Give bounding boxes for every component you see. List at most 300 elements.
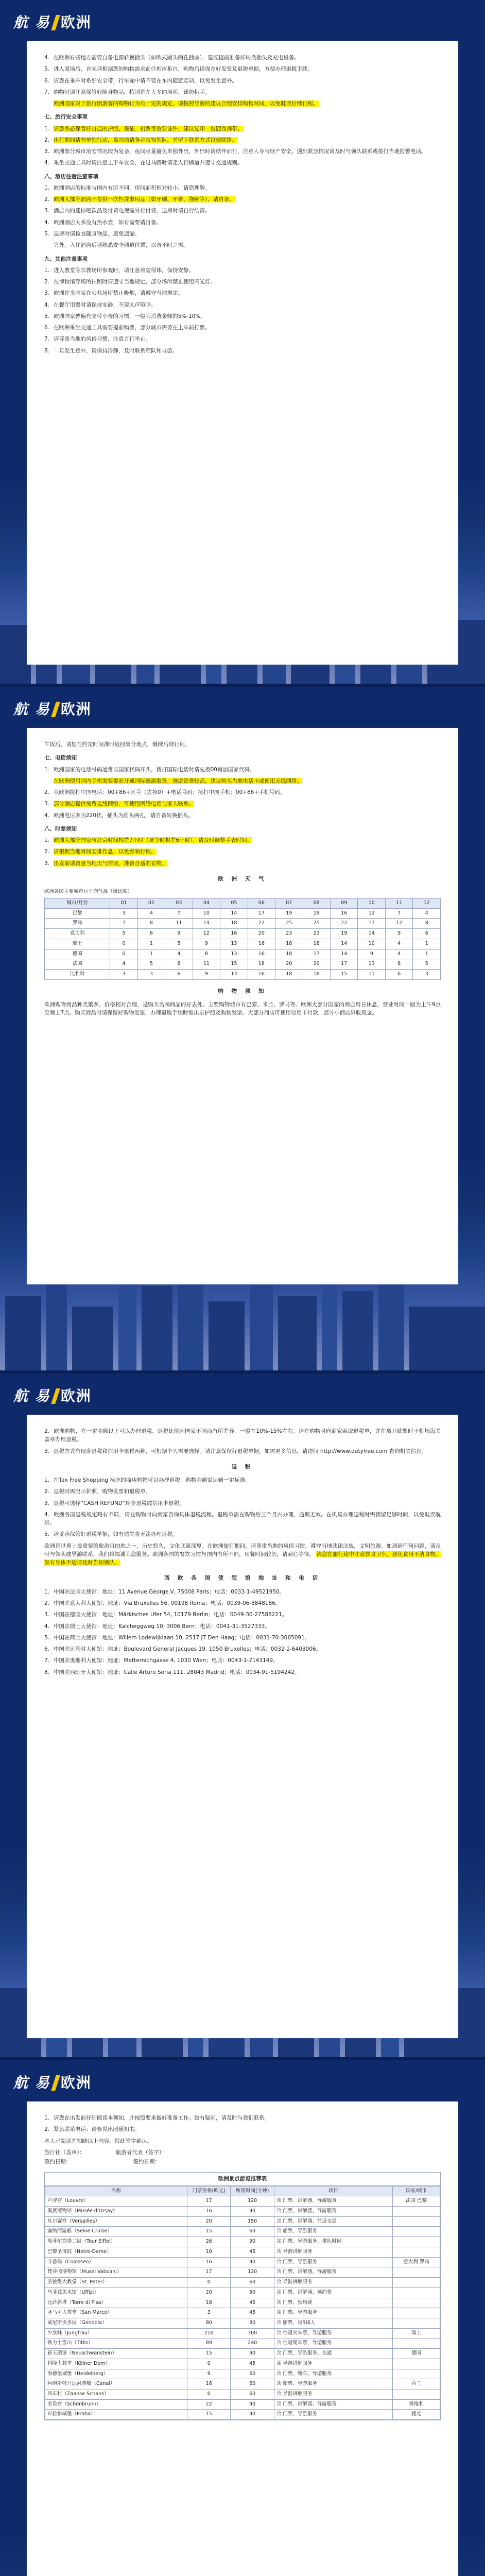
table-row [45, 2379, 440, 2389]
temp-cell: 18 [303, 939, 330, 949]
item-cell: 含 门票、讲解器、导游服务 [274, 2267, 392, 2278]
price-cell: 15 [187, 2227, 231, 2237]
country-cell [392, 2237, 440, 2247]
list-item: 1. 在Tax Free Shopping 标志的商店购物可以办理退税，购物金额需达到一定标准。 [44, 1477, 251, 1484]
temp-cell: 17 [331, 959, 358, 970]
item-cell: 含 门票、导游服务 [274, 2308, 392, 2318]
table-row [45, 929, 441, 939]
duration-cell: 90 [231, 2399, 274, 2410]
city-cell: 瑞士 [45, 939, 110, 949]
attraction-name-cell: 布拉格城堡（Praha） [45, 2410, 187, 2420]
city-cell: 法国 [45, 959, 110, 970]
temp-cell: 5 [413, 959, 441, 970]
list-item-highlighted: 1. 欧洲大部分国家与北京时间相差7小时（夏令时相差6小时），请及时调整手表时间。 [44, 837, 253, 844]
temp-cell: 4 [165, 949, 193, 959]
temp-cell: 20 [275, 959, 303, 970]
list-item: 1. 进入教堂等宗教场所参观时，请注意着装得体，保持安静。 [44, 267, 194, 274]
list-item: 7. 中国驻奥地利大使馆：地址：Metternichgasse 4, 1030 Wien；电话：0043-1-7143149。 [44, 1657, 279, 1664]
attraction-name-cell: 美泉宫（Schönbrunn） [45, 2399, 187, 2410]
temp-cell: 18 [303, 969, 330, 979]
price-cell: 16 [187, 2257, 231, 2267]
list-item: 2. 欧洲购物，在一定金额以上可以办理退税，退税比例因国家不同而有所差异，一般在10%-15%左右。请在购物时向商家索取退税单，并在离开欧盟时于机场海关盖章办理退税。 [44, 1428, 441, 1443]
temp-cell: 16 [220, 929, 248, 939]
list-item-highlighted: 在欧洲使用国内手机需要提前开通国际漫游服务，漫游资费较高，建议购买当地电话卡或使用无线网络。 [54, 777, 302, 784]
temp-cell: 16 [248, 969, 275, 979]
traveler-date-label: 签约日期： [133, 2159, 160, 2165]
list-item: 3. 退税方式有现金退税和信用卡退税两种，可根据个人需要选择。请注意保留好退税单据。如需更多信息，请访问 http://www.dutyfree.com 查询相关信息。 [44, 1448, 427, 1454]
duration-cell: 150 [231, 2216, 274, 2227]
duration-cell: 60 [231, 2369, 274, 2379]
country-cell [392, 2227, 440, 2237]
list-item: 8. 中国驻西班牙大使馆：地址：Calle Arturo Soria 111, 28043 Madrid；电话：0034-91-5194242。 [44, 1669, 300, 1675]
temp-cell: 20 [303, 959, 330, 970]
temp-cell: 11 [165, 919, 193, 929]
price-cell: 22 [187, 2399, 231, 2410]
duration-cell: 90 [231, 2207, 274, 2217]
price-cell: 3 [187, 2308, 231, 2318]
attraction-name-cell: 乌菲兹美术馆（Uffizi） [45, 2287, 187, 2298]
logo-right-text: 欧洲 [60, 2074, 92, 2091]
temp-cell: 0 [110, 939, 137, 949]
list-item: 1. 中国驻法国大使馆：地址：11 Avenue George V, 75008 Paris；电话：0033-1-49521950。 [44, 1588, 285, 1595]
temp-cell: 7 [110, 919, 137, 929]
temp-cell: 4 [110, 959, 137, 970]
brand-logo [13, 698, 92, 720]
list-item: 4. 中国驻瑞士大使馆：地址：Kalcheggweg 10, 3006 Bern；电话：0041-31-3527333。 [44, 1623, 270, 1630]
attraction-name-cell: 奥赛博物馆（Musée d'Orsay） [45, 2207, 187, 2217]
list-item: 2. 紧急联系电话：请参见出团通知书。 [44, 2126, 140, 2133]
temp-cell: 14 [331, 949, 358, 959]
duration-cell: 90 [231, 2287, 274, 2298]
duration-cell: 45 [231, 2247, 274, 2257]
attraction-name-cell: 少女峰（Jungfrau） [45, 2328, 187, 2338]
page-4 [0, 2060, 485, 2576]
country-cell [392, 2308, 440, 2318]
attraction-name-cell: 铁力士雪山（Titlis） [45, 2338, 187, 2349]
country-cell: 德国 [392, 2349, 440, 2359]
temp-cell: 7 [165, 908, 193, 919]
table-row [45, 939, 441, 949]
list-item: 2. 在博物馆等场所拍照时请遵守当地规定，部分场所禁止使用闪光灯。 [44, 279, 216, 285]
duration-cell: 240 [231, 2338, 274, 2349]
list-item-highlighted: 2. 请根据当地时间安排作息，以免影响行程。 [44, 849, 157, 855]
table-row [45, 2410, 440, 2420]
logo-left-text: 航 易 [13, 1387, 50, 1404]
body-paragraph: 欧洲是世界上最重要的旅游目的地之一，历史悠久，文化底蕴深厚。在欧洲旅行期间，请尊重当地的风俗习惯，遵守当地法律法规，文明旅游。如遇到任何问题，请及时与领队或导游联系，我们将竭诚为您服务。欧洲各国的餐饮习惯与国内有所不同，用餐时间较长，请耐心等待。 请您在旅行途中注意饮食卫生，避免食用不洁食物，如有身体不适请及时告知领队。 [44, 1543, 441, 1566]
list-item: 2. 退税时需出示护照、购物发票和退税单。 [44, 1488, 151, 1495]
temp-cell: 9 [193, 939, 220, 949]
city-cell: 巴黎 [45, 908, 110, 919]
duration-cell: 90 [231, 2349, 274, 2359]
temp-cell: 3 [110, 969, 137, 979]
temp-cell: 14 [358, 929, 385, 939]
list-item: 4. 乘坐交通工具时请注意上下车安全，在过马路时请走人行横道并遵守交通规则。 [44, 160, 243, 166]
temp-cell: 10 [193, 908, 220, 919]
weather-table [44, 898, 441, 980]
price-cell: 0 [187, 2278, 231, 2288]
attraction-name-cell: 斗兽场（Colosseo） [45, 2257, 187, 2267]
temp-cell: 4 [385, 939, 412, 949]
logo-left-text: 航 易 [13, 14, 50, 31]
page-3 [0, 1374, 485, 2060]
shopping-title: 购 物 须 知 [218, 988, 267, 994]
content-sheet [27, 728, 458, 1284]
attraction-name-cell: 科隆大教堂（Kölner Dom） [45, 2359, 187, 2369]
temp-cell: 4 [137, 908, 165, 919]
temp-cell: 5 [110, 929, 137, 939]
list-item-highlighted: 3. 出发前请留意当地天气情况，准备合适的衣物。 [44, 860, 167, 867]
temp-cell: 14 [220, 908, 248, 919]
temp-cell: 19 [331, 929, 358, 939]
attraction-name-cell: 比萨斜塔（Torre di Pisa） [45, 2298, 187, 2308]
signature-note: 本人已阅读并知晓以上内容，特此签字确认。 [44, 2138, 152, 2144]
attraction-name-cell: 威尼斯贡多拉（Gondola） [45, 2318, 187, 2328]
temp-cell: 16 [248, 939, 275, 949]
logo-divider-mark [51, 702, 60, 717]
temp-cell: 5 [137, 959, 165, 970]
temp-cell: 22 [248, 919, 275, 929]
list-item: 3. 退税可选择“CASH REFUND”现金退税或信用卡退税。 [44, 1500, 185, 1506]
temp-cell: 17 [248, 908, 275, 919]
item-cell: 含 门票、预约费 [274, 2298, 392, 2308]
item-cell: 含 导游讲解服务 [274, 2359, 392, 2369]
section-heading: 七、电话须知 [44, 755, 77, 761]
table-row [45, 2287, 440, 2298]
traveler-sign-label: 旅游者代表（签字）： [115, 2149, 167, 2156]
logo-left-text: 航 易 [13, 701, 50, 718]
attraction-name-cell: 凡尔赛宫（Versailles） [45, 2216, 187, 2227]
price-cell: 18 [187, 2298, 231, 2308]
price-cell: 80 [187, 2318, 231, 2328]
duration-cell: 90 [231, 2257, 274, 2267]
item-cell: 含 门票、缆车、导游服务 [274, 2369, 392, 2379]
temp-cell: 6 [165, 969, 193, 979]
duration-cell: 30 [231, 2318, 274, 2328]
temp-cell: 13 [358, 959, 385, 970]
attraction-name-cell: 埃菲尔铁塔二层（Tour Eiffel） [45, 2237, 187, 2247]
price-cell: 9 [187, 2369, 231, 2379]
list-item: 8. 一旦发生意外，请保持冷静，及时联系领队和导游。 [44, 347, 178, 354]
list-item: 4. 在欧洲有些地方需要自备电源转换插头（如欧式圆头两孔插座），建议提前准备好转换插头及充电设备。 [44, 55, 300, 61]
country-cell [392, 2287, 440, 2298]
country-cell [392, 2247, 440, 2257]
country-cell [392, 2267, 440, 2278]
temp-cell: 1 [413, 949, 441, 959]
table-row [45, 2278, 440, 2288]
list-item: 1. 欧洲酒店的标准与国内有所不同，房间面积相对较小，请您理解。 [44, 184, 211, 191]
temp-cell: 0 [110, 949, 137, 959]
list-item-highlighted: 2. 欧洲大部分酒店不提供一次性洗漱用品（如牙刷、牙膏、拖鞋等），请自备。 [44, 196, 235, 203]
table-row [45, 919, 441, 929]
temp-cell: 5 [165, 939, 193, 949]
temp-cell: 7 [385, 908, 412, 919]
temp-cell: 8 [137, 919, 165, 929]
attraction-name-cell: 圣马可大教堂（San Marco） [45, 2308, 187, 2318]
list-item-highlighted: 2. 出行期间请勿单独行动，离团前请务必告知领队，并留下联系方式以便联络。 [44, 137, 237, 143]
attraction-name-cell: 风车村（Zaanse Schans） [45, 2389, 187, 2399]
temp-cell: 1 [137, 949, 165, 959]
temp-cell: 14 [193, 919, 220, 929]
country-cell [392, 2278, 440, 2288]
tax-refund-title: 退 税 [231, 1463, 254, 1470]
temp-cell: 6 [413, 929, 441, 939]
item-cell: 含 导游讲解服务 [274, 2389, 392, 2399]
temp-cell: 11 [193, 959, 220, 970]
duration-cell: 90 [231, 2410, 274, 2420]
temp-cell: 19 [303, 908, 330, 919]
price-cell: 10 [187, 2247, 231, 2257]
attraction-name-cell: 巴黎圣母院（Notre-Dame） [45, 2247, 187, 2257]
logo-right-text: 欧洲 [60, 701, 92, 718]
list-item: 5. 进入商场后，首先请根据您的购物需求前往相应柜台，购物后请保存好发票及退税单据，方便办理退税手续。 [44, 66, 313, 73]
list-item-highlighted: 欧洲国家对于旅行团游客的购物行为有一定的规定，请按照导游的建议合理安排购物时间，以免耽误后续行程。 [54, 100, 319, 107]
logo-divider-mark [51, 2075, 60, 2091]
country-cell [392, 2338, 440, 2349]
attraction-name-cell: 海德堡城堡（Heidelberg） [45, 2369, 187, 2379]
page-1 [0, 0, 485, 687]
temp-cell: 18 [248, 959, 275, 970]
attraction-name-cell: 塞纳河游船（Seine Cruise） [45, 2227, 187, 2237]
country-cell [392, 2318, 440, 2328]
duration-cell: 60 [231, 2389, 274, 2399]
country-cell: 意大利 罗马 [392, 2257, 440, 2267]
page-2 [0, 687, 485, 1374]
duration-cell: 60 [231, 2278, 274, 2288]
attraction-name-cell: 圣彼得大教堂（St. Peter） [45, 2278, 187, 2288]
price-cell: 210 [187, 2328, 231, 2338]
embassy-title: 西 欧 各 国 使 领 馆 地 址 和 电 话 [164, 1575, 321, 1582]
city-cell: 德国 [45, 949, 110, 959]
price-cell: 17 [187, 2196, 231, 2207]
temp-cell: 3 [110, 908, 137, 919]
item-cell: 含 导游讲解服务 [274, 2247, 392, 2257]
attraction-name-cell: 卢浮宫（Louvre） [45, 2196, 187, 2207]
price-cell: 16 [187, 2379, 231, 2389]
intro-text: 午饭后，请您在约定时间准时返回集合地点，继续后续行程。 [44, 741, 190, 748]
duration-cell: 45 [231, 2359, 274, 2369]
list-item: 4. 在餐厅用餐时请保持安静，不要大声喧哗。 [44, 301, 157, 308]
list-item: 1. 欧洲国家的电话号码通常以国家代码开头，拨打国际电话时请先拨00再加国家代码。 [44, 766, 255, 773]
temp-cell: 3 [137, 969, 165, 979]
temp-cell: 4 [413, 908, 441, 919]
item-cell: 含 门票、导游服务 [274, 2257, 392, 2267]
list-item-highlighted: 3. 部分酒店提供免费无线网络，可使用网络电话与家人联系。 [44, 801, 194, 807]
list-item: 6. 请您在乘车时系好安全带，行车途中请不要在车内随意走动，以免发生意外。 [44, 77, 237, 84]
table-header-row: 城市/月份 01 02 03 04 05 06 07 08 09 10 11 12 [45, 898, 441, 908]
temp-cell: 23 [275, 929, 303, 939]
attraction-name-cell: 阿姆斯特丹运河游船（Canal） [45, 2379, 187, 2389]
list-item: 6. 在欧洲乘坐交通工具需要提前购票，部分城市需要在上车前打票。 [44, 325, 211, 331]
agency-date-label: 签约日期： [44, 2159, 72, 2165]
table-row [45, 2216, 440, 2227]
list-item: 5. 中国驻荷兰大使馆：地址：Willem Lodewijklaan 10, 2517 JT Den Haag；电话：0031-70-3065091。 [44, 1634, 310, 1641]
price-cell: 17 [187, 2267, 231, 2278]
section-heading: 八、酒店住宿注意事项 [44, 173, 98, 180]
signature-row [44, 2148, 441, 2157]
list-item: 另外，入住酒店后请熟悉安全通道位置，以备不时之需。 [54, 242, 189, 249]
section-heading: 九、其他注意事项 [44, 256, 88, 262]
weather-title: 欧 洲 天 气 [218, 875, 267, 882]
table-row [45, 2247, 440, 2257]
temp-cell: 20 [248, 929, 275, 939]
table-row [45, 2338, 440, 2349]
country-cell: 荷兰 [392, 2379, 440, 2389]
table-row [45, 908, 441, 919]
attraction-name-cell: 梵蒂冈博物馆（Musei Vaticani） [45, 2267, 187, 2278]
table-row [45, 2207, 440, 2217]
section-heading: 八、时差须知 [44, 825, 77, 832]
country-cell [392, 2207, 440, 2217]
temp-cell: 11 [358, 969, 385, 979]
country-cell: 瑞士 [392, 2328, 440, 2338]
logo-right-text: 欧洲 [60, 1387, 92, 1404]
price-cell: 0 [187, 2389, 231, 2399]
country-cell [392, 2359, 440, 2369]
temp-cell: 12 [193, 929, 220, 939]
item-cell: 含 导游讲解服务 [274, 2278, 392, 2288]
list-item: 3. 欧洲许多国家在公共场所禁止吸烟，请遵守当地规定。 [44, 290, 183, 297]
duration-cell: 45 [231, 2298, 274, 2308]
temp-cell: 6 [137, 929, 165, 939]
duration-cell: 45 [231, 2308, 274, 2318]
item-cell: 含 门票、讲解器、预约费 [274, 2287, 392, 2298]
list-item: 4. 欧洲各国退税规定略有不同，请在购物时向商家咨询具体退税流程。退税单需在购物后三个月内办理，逾期无效。在机场办理退税时需预留足够时间，以免耽误航班。 [44, 1511, 441, 1527]
table-row [45, 2359, 440, 2369]
table-row [45, 2227, 440, 2237]
price-cell: 20 [187, 2216, 231, 2227]
price-cell: 15 [187, 2410, 231, 2420]
temp-cell: 13 [220, 969, 248, 979]
table-row [45, 2369, 440, 2379]
item-cell: 含 门票、导游服务、排队时间 [274, 2237, 392, 2247]
temp-cell: 25 [275, 919, 303, 929]
item-cell: 含 往返缆车票、导游服务 [274, 2338, 392, 2349]
table-row [45, 2349, 440, 2359]
price-cell: 20 [187, 2287, 231, 2298]
logo-divider-mark [51, 1388, 60, 1404]
temp-cell: 12 [385, 919, 412, 929]
table-row [45, 949, 441, 959]
table-row [45, 2399, 440, 2410]
list-item: 5. 请妥善保管好退税单据，如有遗失将无法办理退税。 [44, 1531, 178, 1538]
table-row [45, 2308, 440, 2318]
price-cell: 89 [187, 2338, 231, 2349]
logo-divider-mark [51, 15, 60, 30]
list-item: 2. 中国驻意大利大使馆：地址：Via Bruxelles 56, 00198 Roma；电话：0039-06-8848186。 [44, 1600, 281, 1606]
list-item: 4. 欧洲电压多为220伏，插头为圆头两孔，请自备转换插头。 [44, 812, 194, 819]
duration-cell: 60 [231, 2227, 274, 2237]
temp-cell: 25 [303, 919, 330, 929]
temp-cell: 9 [165, 929, 193, 939]
table-row [45, 2196, 440, 2207]
list-item: 2. 从欧洲拨打中国电话：00+86+区号（去掉0）+电话号码；拨打中国手机：00+86+手机号码。 [44, 789, 286, 796]
duration-cell: 60 [231, 2379, 274, 2389]
content-sheet [27, 1415, 458, 2038]
list-item-highlighted: 1. 请您务必保管好自己的护照、签证、机票等重要证件，建议复印一份随身携带。 [44, 125, 243, 132]
country-cell [392, 2369, 440, 2379]
duration-cell: 300 [231, 2328, 274, 2338]
country-cell: 法国 巴黎 [392, 2196, 440, 2207]
city-cell: 意大利 [45, 929, 110, 939]
table-row [45, 2267, 440, 2278]
duration-cell: 120 [231, 2267, 274, 2278]
item-cell: 含 门票、导游服务、交通 [274, 2349, 392, 2359]
item-cell: 含 门票、讲解器、导游服务 [274, 2196, 392, 2207]
temp-cell: 17 [303, 949, 330, 959]
date-row [44, 2158, 441, 2166]
table-row [45, 2318, 440, 2328]
attraction-table-box [44, 2172, 441, 2420]
temp-cell: 9 [385, 929, 412, 939]
list-item: 3. 酒店内的迷你吧饮品及付费电视需另行付费，退房时请自行结清。 [44, 208, 211, 214]
list-item: 7. 购物时请注意保管好随身物品，特别是在人多的场所，谨防扒手。 [44, 89, 211, 95]
weather-caption: 欧洲各国主要城市月平均气温（摄氏度） [44, 889, 133, 895]
temp-cell: 14 [331, 939, 358, 949]
price-cell: 16 [187, 2207, 231, 2217]
city-cell: 罗马 [45, 919, 110, 929]
item-cell: 含 门票、讲解器、导游服务 [274, 2207, 392, 2217]
temp-cell: 18 [275, 939, 303, 949]
price-cell: 0 [187, 2359, 231, 2369]
temp-cell: 23 [303, 929, 330, 939]
attraction-name-cell: 新天鹅堡（Neuschwanstein） [45, 2349, 187, 2359]
temp-cell: 1 [413, 939, 441, 949]
temp-cell: 8 [413, 919, 441, 929]
temp-cell: 15 [220, 959, 248, 970]
temp-cell: 19 [275, 908, 303, 919]
temp-cell: 3 [413, 969, 441, 979]
temp-cell: 16 [248, 949, 275, 959]
table-header-row: 名称 门票价格(欧元) 所需时间(分钟) 项目 国家/城市 [45, 2186, 440, 2196]
logo-right-text: 欧洲 [60, 14, 92, 31]
attraction-table [45, 2186, 440, 2420]
item-cell: 含 门票、讲解器、往返交通 [274, 2216, 392, 2227]
content-sheet [27, 41, 458, 665]
price-cell: 26 [187, 2237, 231, 2247]
country-cell: 捷克 [392, 2410, 440, 2420]
temp-cell: 13 [220, 939, 248, 949]
shopping-text: 欧洲购物商品种类繁多，价格相对合理，是购买名牌商品的好去处。主要购物城市有巴黎、米兰、罗马等。欧洲大部分国家的商店周日休息，营业时间一般为上午9点至晚上7点。购买商品时请保留好购物发票，办理退税手续时需出示护照及购物发票。大部分商店可使用信用卡付款，部分小商店只收现金。 [44, 1001, 441, 1016]
list-item: 1. 请您在出发前仔细阅读本须知，并按照要求做好准备工作。如有疑问，请及时与我们联系。 [44, 2115, 270, 2121]
temp-cell: 18 [275, 969, 303, 979]
temp-cell: 10 [358, 939, 385, 949]
brand-logo [13, 11, 92, 33]
temp-cell: 9 [193, 969, 220, 979]
temp-cell: 13 [220, 949, 248, 959]
temp-cell: 9 [358, 949, 385, 959]
section-heading: 七、旅行安全事项 [44, 114, 88, 121]
content-sheet [27, 2102, 458, 2576]
table-row [45, 2237, 440, 2247]
table-row [45, 2328, 440, 2338]
temp-cell: 12 [358, 908, 385, 919]
temp-cell: 1 [137, 939, 165, 949]
country-cell [392, 2389, 440, 2399]
logo-left-text: 航 易 [13, 2074, 50, 2091]
list-item: 3. 中国驻德国大使馆：地址：Märkisches Ufer 54, 10179 Berlin；电话：0049-30-27588221。 [44, 1612, 288, 1618]
item-cell: 含 船票、导游服务 [274, 2379, 392, 2389]
temp-cell: 18 [275, 949, 303, 959]
table-row [45, 2389, 440, 2399]
country-cell [392, 2298, 440, 2308]
item-cell: 含 船票、导游服务 [274, 2227, 392, 2237]
temp-cell: 8 [385, 959, 412, 970]
temp-cell: 16 [331, 908, 358, 919]
table-row [45, 2298, 440, 2308]
temp-cell: 8 [193, 949, 220, 959]
list-item: 5. 欧洲国家普遍有支付小费的习惯，一般为消费金额的5%-10%。 [44, 313, 206, 319]
temp-cell: 15 [331, 969, 358, 979]
